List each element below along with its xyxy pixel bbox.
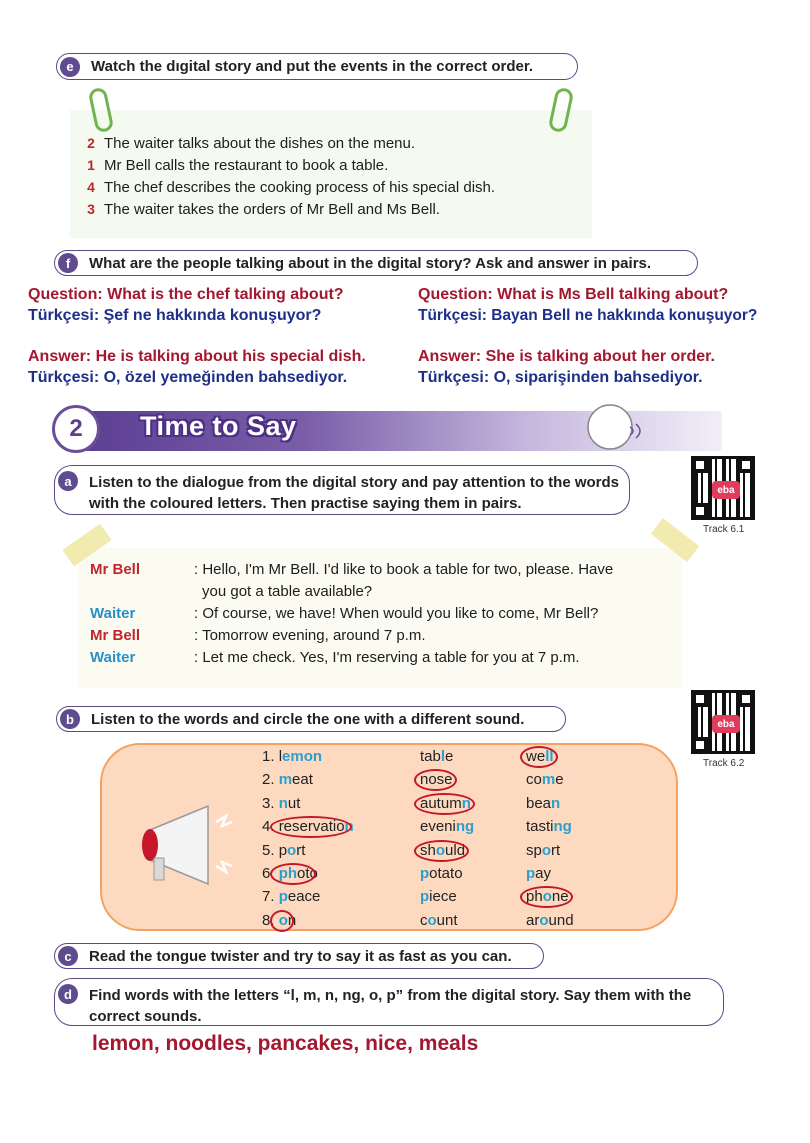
- coloured-letters: ng: [455, 818, 475, 836]
- word-part: oto: [297, 865, 318, 882]
- word-part: eveni: [420, 818, 456, 836]
- word-part: we: [526, 748, 546, 765]
- sound-word[interactable]: [526, 795, 560, 812]
- word-part: rt: [296, 841, 306, 859]
- answer-circle: [520, 746, 558, 768]
- sound-word[interactable]: [420, 818, 474, 835]
- coloured-letters: n: [278, 794, 288, 812]
- coloured-letters: p: [526, 865, 536, 882]
- word-part: ar: [526, 911, 540, 929]
- word-part: p: [278, 841, 288, 859]
- word-part: uld: [445, 841, 466, 859]
- word-part: reservatio: [278, 818, 345, 836]
- coloured-letters: ll: [545, 748, 554, 765]
- qr-label: eba: [712, 481, 740, 499]
- word-part: n: [287, 911, 297, 929]
- answer-circle: [414, 793, 475, 815]
- word-part: rt: [551, 841, 561, 859]
- answer-left: Answer: He is talking about his special dish.: [28, 348, 366, 365]
- sound-word[interactable]: [526, 771, 564, 788]
- sound-word[interactable]: [526, 842, 560, 859]
- instruction-b-text: Listen to the words and circle the one with a different sound.: [91, 710, 525, 728]
- event-item: [78, 154, 568, 176]
- word-part: ne: [551, 888, 569, 906]
- word-part: c: [420, 911, 428, 929]
- row-number: 6.: [262, 865, 279, 882]
- event-item: [78, 198, 568, 220]
- banner-title: Time to Say: [140, 411, 297, 441]
- question-left: Question: What is the chef talking about?: [28, 286, 344, 303]
- word-part: n: [420, 771, 429, 789]
- speaker-name: Mr Bell: [90, 627, 141, 644]
- word-part: eace: [287, 888, 321, 906]
- qr-label: eba: [712, 715, 740, 733]
- events-list: [78, 132, 568, 220]
- row-number: 1.: [262, 748, 279, 765]
- coloured-letters: o: [541, 841, 552, 859]
- event-text: Mr Bell calls the restaurant to book a table.: [104, 156, 389, 174]
- event-text: The chef describes the cooking process of his special dish.: [104, 178, 496, 196]
- coloured-letters: o: [287, 841, 297, 859]
- answer-circle: [270, 910, 297, 932]
- coloured-letters: o: [539, 911, 549, 929]
- sound-word[interactable]: [262, 748, 322, 765]
- banner-number: 2: [52, 405, 100, 453]
- sound-word[interactable]: [262, 771, 313, 788]
- row-number: 8.: [262, 911, 279, 929]
- instruction-f: [54, 250, 698, 276]
- word-part: sh: [420, 841, 436, 859]
- instruction-a-text: Listen to the dialogue from the digital story and pay attention to the words with the coloured letters. Then practise saying them in pairs.: [89, 474, 620, 512]
- instruction-c-text: Read the tongue twister and try to say it as fast as you can.: [89, 947, 512, 965]
- dialogue-text: : Of course, we have! When would you like to come, Mr Bell?: [194, 605, 599, 622]
- coloured-letters: p: [278, 888, 288, 906]
- qr-code-track-1[interactable]: [691, 456, 755, 520]
- event-order-number: 4: [87, 179, 95, 195]
- event-order-number: 1: [87, 157, 95, 173]
- row-number: 5.: [262, 841, 279, 859]
- word-part: und: [548, 911, 574, 929]
- dialogue-text: you got a table available?: [202, 583, 373, 600]
- row-number: 4.: [262, 818, 279, 836]
- qr-code-track-2[interactable]: [691, 690, 755, 754]
- instruction-a: [54, 465, 630, 515]
- coloured-letters: n: [461, 794, 471, 812]
- speaker-name: [90, 583, 202, 600]
- sound-word[interactable]: [526, 912, 574, 929]
- dialogue-line: [90, 649, 580, 666]
- instruction-e-text: Watch the dıgital story and put the events in the correct order.: [91, 58, 534, 75]
- dialogue-text: : Let me check. Yes, I'm reserving a table for you at 7 p.m.: [194, 649, 580, 666]
- sound-word[interactable]: [420, 865, 463, 882]
- answer-words: lemon, noodles, pancakes, nice, meals: [92, 1032, 479, 1055]
- instruction-e: [56, 53, 578, 80]
- coloured-letters: o: [278, 911, 288, 929]
- word-part: ut: [287, 794, 301, 812]
- event-order-number: 2: [87, 135, 95, 151]
- sound-word[interactable]: [262, 795, 300, 812]
- instruction-d: [54, 978, 724, 1026]
- word-part: iece: [429, 888, 457, 906]
- sound-word[interactable]: [526, 865, 551, 882]
- track-label-1: Track 6.1: [703, 524, 745, 535]
- word-part: otato: [429, 865, 463, 882]
- word-part: ose: [428, 771, 453, 789]
- row-number: 3.: [262, 794, 279, 812]
- sound-word[interactable]: [420, 748, 453, 765]
- word-part: e: [445, 748, 454, 765]
- section-letter-f: f: [58, 253, 78, 273]
- dialogue-text: : Tomorrow evening, around 7 p.m.: [194, 627, 426, 644]
- dialogue-line: [90, 605, 598, 622]
- word-part: bea: [526, 794, 552, 812]
- section-letter-b: b: [60, 709, 80, 729]
- dialogue-line: [90, 583, 372, 600]
- section-letter-c: c: [58, 946, 78, 966]
- speaker-name: Mr Bell: [90, 561, 141, 578]
- coloured-letters: o: [435, 841, 446, 859]
- instruction-f-text: What are the people talking about in the digital story? Ask and answer in pairs.: [89, 254, 652, 272]
- sound-word[interactable]: [420, 912, 458, 929]
- sound-word[interactable]: [262, 888, 320, 905]
- speaker-name: Waiter: [90, 605, 136, 622]
- instruction-b: [56, 706, 566, 732]
- translation-answer-left: Türkçesi: O, özel yemeğinden bahsediyor.: [28, 369, 348, 386]
- event-item: [78, 132, 568, 154]
- sound-word[interactable]: [262, 842, 305, 859]
- answer-circle: [270, 863, 316, 885]
- coloured-letters: l: [440, 748, 446, 765]
- coloured-letters: n: [551, 794, 561, 812]
- coloured-letters: ng: [553, 818, 572, 836]
- coloured-letters: m: [541, 771, 556, 789]
- answer-circle: [414, 840, 469, 862]
- dialogue-line: [90, 561, 613, 578]
- track-label-2: Track 6.2: [703, 758, 745, 769]
- word-part: sp: [526, 841, 542, 859]
- word-part: tasti: [526, 818, 554, 836]
- coloured-letters: o: [427, 911, 437, 929]
- sound-word[interactable]: [420, 888, 457, 905]
- event-item: [78, 176, 568, 198]
- event-text: The waiter talks about the dishes on the menu.: [104, 134, 416, 152]
- speaking-head-icon: [552, 397, 652, 457]
- translation-question-right: Türkçesi: Bayan Bell ne hakkında konuşuyor?: [418, 307, 758, 324]
- coloured-letters: ph: [278, 865, 298, 882]
- word-part: unt: [436, 911, 458, 929]
- coloured-letters: n: [344, 818, 354, 836]
- coloured-letters: o: [542, 888, 552, 906]
- section-letter-e: e: [60, 57, 80, 77]
- word-part: autum: [420, 794, 462, 812]
- row-number: 2.: [262, 771, 279, 789]
- word-part: ph: [526, 888, 543, 906]
- coloured-letters: emon: [282, 748, 323, 765]
- word-part: ay: [535, 865, 552, 882]
- instruction-c: [54, 943, 544, 969]
- instruction-d-text: Find words with the letters “l, m, n, ng, o, p” from the digital story. Say them with the correct sounds.: [89, 987, 692, 1025]
- section-banner: [52, 405, 740, 455]
- speaker-name: Waiter: [90, 649, 136, 666]
- word-part: tab: [420, 748, 441, 765]
- coloured-letters: p: [420, 865, 430, 882]
- coloured-letters: m: [278, 771, 293, 789]
- translation-question-left: Türkçesi: Şef ne hakkında konuşuyor?: [28, 307, 322, 324]
- question-right: Question: What is Ms Bell talking about?: [418, 286, 729, 303]
- event-order-number: 3: [87, 201, 95, 217]
- sound-word[interactable]: [526, 818, 572, 835]
- section-letter-a: a: [58, 471, 78, 491]
- word-part: l: [278, 748, 283, 765]
- word-part: co: [526, 771, 542, 789]
- coloured-letters: p: [420, 888, 430, 906]
- row-number: 7.: [262, 888, 279, 906]
- event-text: The waiter takes the orders of Mr Bell and Ms Bell.: [104, 200, 440, 218]
- megaphone-icon: [128, 800, 238, 890]
- word-part: eat: [292, 771, 313, 789]
- word-part: e: [555, 771, 564, 789]
- section-letter-d: d: [58, 984, 78, 1004]
- dialogue-line: [90, 627, 426, 644]
- dialogue-text: : Hello, I'm Mr Bell. I'd like to book a table for two, please. Have: [194, 561, 614, 578]
- answer-right: Answer: She is talking about her order.: [418, 348, 715, 365]
- translation-answer-right: Türkçesi: O, siparişinden bahsediyor.: [418, 369, 703, 386]
